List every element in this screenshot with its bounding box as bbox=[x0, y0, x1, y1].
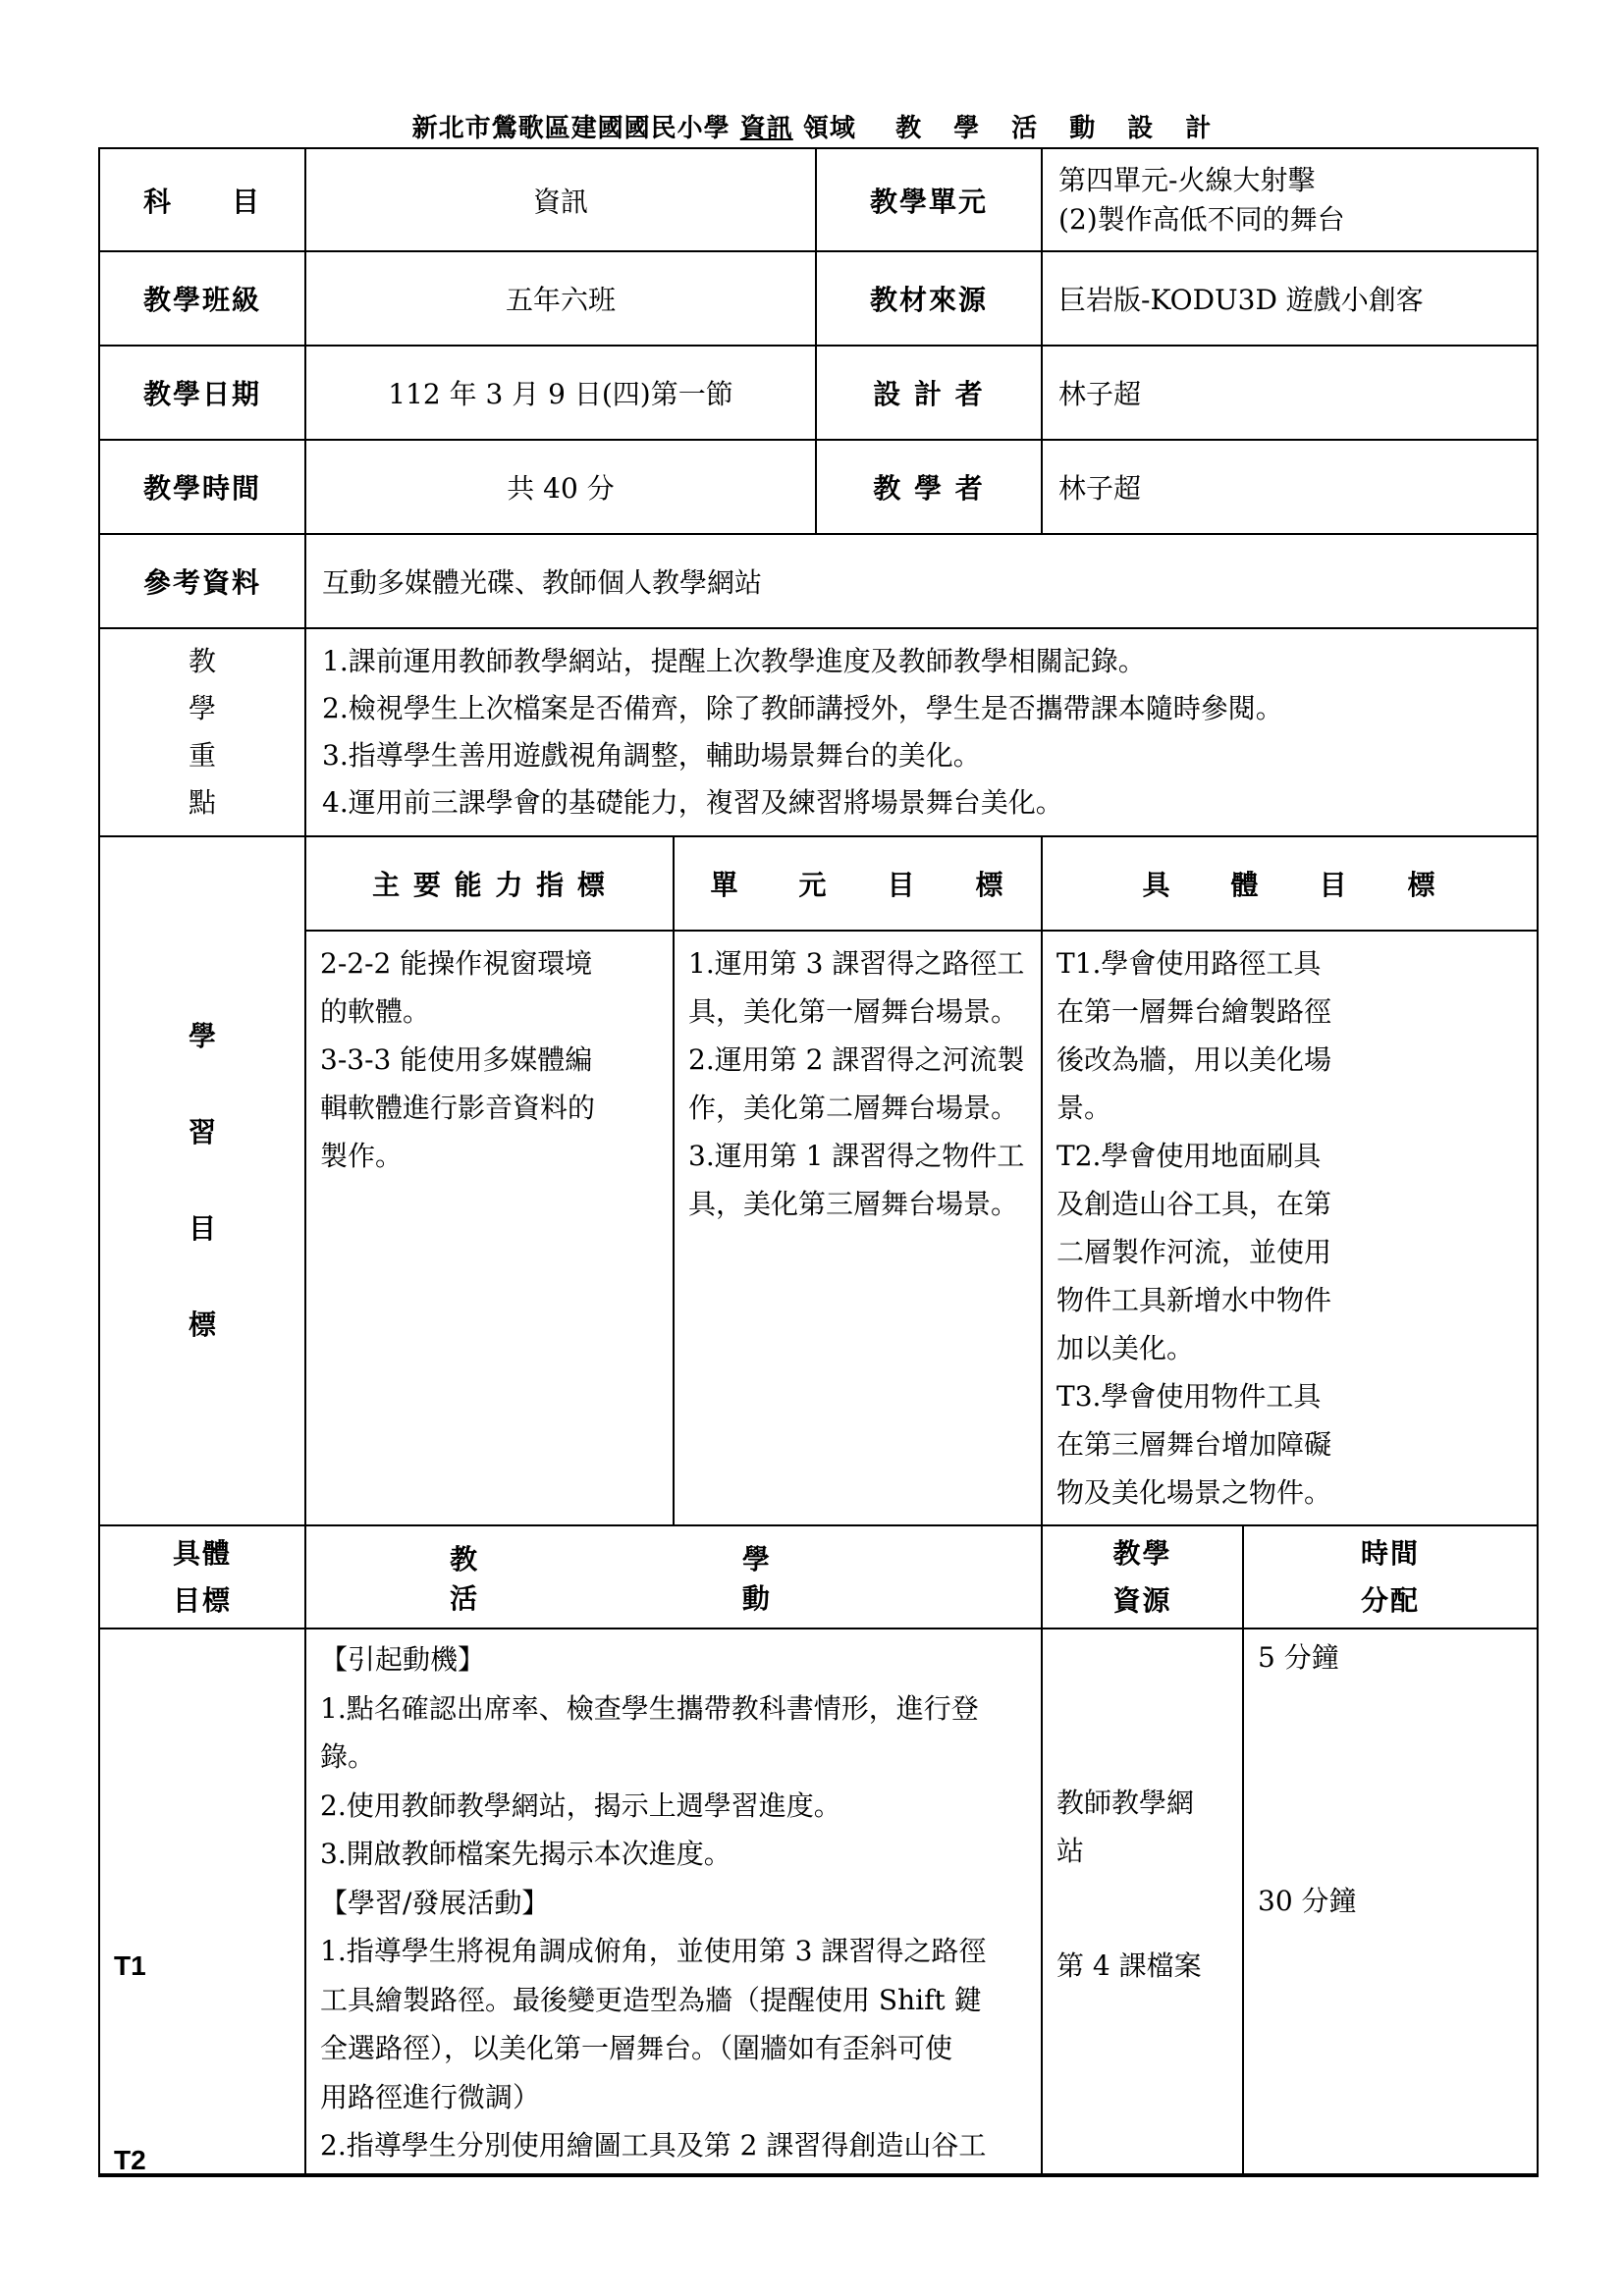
unit-value-line-1: 第四單元-火線大射擊 bbox=[1058, 163, 1316, 196]
resource-line: 教師教學網 bbox=[1056, 1787, 1195, 1819]
resource-header bbox=[1042, 1525, 1243, 1629]
specific-goal-header: 具 體 目 標 bbox=[1042, 836, 1538, 931]
activity-line: 【引起動機】 bbox=[320, 1643, 486, 1676]
unit-goal-content bbox=[674, 931, 1042, 1525]
unit-value bbox=[1042, 148, 1538, 251]
activity-line: 1.指導學生將視角調成俯角，並使用第 3 課習得之路徑 bbox=[320, 1935, 987, 1967]
time-alloc-cell bbox=[1243, 1629, 1538, 2175]
focus-label-char: 重 bbox=[188, 739, 216, 772]
unit-goal-line: 具，美化第三層舞台場景。 bbox=[688, 1188, 1019, 1220]
activity-line: 全選路徑），以美化第一層舞台。（圍牆如有歪斜可使 bbox=[320, 2032, 953, 2064]
unit-label: 教學單元 bbox=[816, 148, 1042, 251]
row-activities-header bbox=[99, 1525, 1538, 1629]
teacher-label: 教 學 者 bbox=[816, 440, 1042, 534]
time-label: 教學時間 bbox=[99, 440, 305, 534]
unit-value-line-2: (2)製作高低不同的舞台 bbox=[1058, 202, 1345, 236]
subject-label: 科 目 bbox=[99, 148, 305, 251]
reference-value: 互動多媒體光碟、教師個人教學網站 bbox=[305, 534, 1538, 628]
row-goals-header bbox=[99, 836, 1538, 931]
resource-line: 站 bbox=[1056, 1835, 1085, 1867]
time-alloc-header-line: 分配 bbox=[1361, 1583, 1421, 1617]
specific-goal-line: 在第三層舞台增加障礙 bbox=[1056, 1428, 1332, 1461]
source-value: 巨岩版-KODU3D 遊戲小創客 bbox=[1042, 251, 1538, 346]
ability-line: 3-3-3 能使用多媒體編 bbox=[320, 1043, 593, 1076]
page-title bbox=[98, 108, 1537, 144]
activity-line: 2.使用教師教學網站，揭示上週學習進度。 bbox=[320, 1789, 841, 1822]
activity-header-text: 教 學 活 動 bbox=[450, 1542, 897, 1615]
activity-header bbox=[305, 1525, 1042, 1629]
lesson-plan-table bbox=[98, 147, 1539, 2177]
specific-goal-line: 物及美化場景之物件。 bbox=[1056, 1476, 1332, 1509]
activity-content bbox=[305, 1629, 1042, 2175]
unit-goal-line: 1.運用第 3 課習得之路徑工 bbox=[688, 947, 1025, 980]
goals-label-char: 習 bbox=[188, 1116, 216, 1148]
specific-goal-line: 二層製作河流，並使用 bbox=[1056, 1236, 1332, 1268]
date-value: 112 年 3 月 9 日(四)第一節 bbox=[305, 346, 816, 440]
activity-line: 1.點名確認出席率、檢查學生攜帶教科書情形，進行登 bbox=[320, 1691, 979, 1725]
ability-indicator-content bbox=[305, 931, 674, 1525]
reference-label: 參考資料 bbox=[99, 534, 305, 628]
activity-line: 2.指導學生分別使用繪圖工具及第 2 課習得創造山谷工 bbox=[320, 2129, 987, 2162]
row-focus bbox=[99, 628, 1538, 836]
focus-label bbox=[99, 628, 305, 836]
row-subject bbox=[99, 148, 1538, 251]
ability-line: 輯軟體進行影音資料的 bbox=[320, 1092, 596, 1124]
focus-content bbox=[305, 628, 1538, 836]
target-header bbox=[99, 1525, 305, 1629]
target-header-line: 目標 bbox=[172, 1583, 232, 1617]
designer-label: 設 計 者 bbox=[816, 346, 1042, 440]
source-label: 教材來源 bbox=[816, 251, 1042, 346]
time-alloc-line: 30 分鐘 bbox=[1258, 1885, 1357, 1917]
unit-goal-line: 具，美化第一層舞台場景。 bbox=[688, 995, 1019, 1028]
target-t1: T1 bbox=[114, 1950, 146, 1981]
ability-line: 2-2-2 能操作視窗環境 bbox=[320, 947, 593, 980]
row-activities-content bbox=[99, 1629, 1538, 2175]
time-alloc-header bbox=[1243, 1525, 1538, 1629]
class-value: 五年六班 bbox=[305, 251, 816, 346]
domain-word: 領域 bbox=[802, 114, 856, 143]
focus-item: 4.運用前三課學會的基礎能力，複習及練習將場景舞台美化。 bbox=[322, 786, 1063, 819]
goals-label bbox=[99, 836, 305, 1525]
resource-header-line: 資源 bbox=[1112, 1583, 1172, 1617]
activity-line: 用路徑進行微調） bbox=[320, 2080, 541, 2113]
date-label: 教學日期 bbox=[99, 346, 305, 440]
focus-label-char: 教 bbox=[188, 645, 216, 677]
specific-goal-content bbox=[1042, 931, 1538, 1525]
unit-goal-line: 2.運用第 2 課習得之河流製 bbox=[688, 1043, 1025, 1076]
specific-goal-line: 加以美化。 bbox=[1056, 1332, 1195, 1364]
subject-underlined: 資訊 bbox=[739, 114, 793, 143]
school-name: 新北市鶯歌區建國國民小學 bbox=[411, 114, 731, 143]
ability-indicator-header: 主 要 能 力 指 標 bbox=[305, 836, 674, 931]
design-title: 教 學 活 動 設 計 bbox=[895, 114, 1223, 143]
specific-goal-line: 在第一層舞台繪製路徑 bbox=[1056, 995, 1332, 1028]
goals-label-char: 學 bbox=[188, 1020, 216, 1052]
specific-goal-line: 景。 bbox=[1056, 1092, 1112, 1124]
row-time bbox=[99, 440, 1538, 534]
target-header-line: 具體 bbox=[172, 1536, 232, 1570]
goals-label-char: 標 bbox=[188, 1308, 216, 1341]
time-alloc-header-line: 時間 bbox=[1361, 1536, 1421, 1570]
specific-goal-line: T2.學會使用地面刷具 bbox=[1056, 1140, 1322, 1172]
focus-item: 1.課前運用教師教學網站，提醒上次教學進度及教師教學相關記錄。 bbox=[322, 645, 1146, 677]
time-value: 共 40 分 bbox=[305, 440, 816, 534]
target-cell bbox=[99, 1629, 305, 2175]
activity-line: 【學習/發展活動】 bbox=[320, 1886, 550, 1919]
specific-goal-line: 及創造山谷工具，在第 bbox=[1056, 1188, 1332, 1220]
activity-line: 3.開啟教師檔案先揭示本次進度。 bbox=[320, 1838, 731, 1870]
subject-value: 資訊 bbox=[305, 148, 816, 251]
unit-goal-line: 作，美化第二層舞台場景。 bbox=[688, 1092, 1019, 1124]
specific-goal-line: 後改為牆，用以美化場 bbox=[1056, 1043, 1332, 1076]
row-class bbox=[99, 251, 1538, 346]
resource-line: 第 4 課檔案 bbox=[1056, 1949, 1202, 1982]
focus-label-char: 學 bbox=[188, 692, 216, 724]
activity-line: 工具繪製路徑。最後變更造型為牆（提醒使用 Shift 鍵 bbox=[320, 1983, 982, 2016]
class-label: 教學班級 bbox=[99, 251, 305, 346]
row-date bbox=[99, 346, 1538, 440]
ability-line: 製作。 bbox=[320, 1140, 404, 1172]
row-goals-content bbox=[99, 931, 1538, 1525]
resource-header-line: 教學 bbox=[1112, 1536, 1172, 1570]
unit-goal-header: 單 元 目 標 bbox=[674, 836, 1042, 931]
resource-cell bbox=[1042, 1629, 1243, 2175]
goals-label-char: 目 bbox=[188, 1212, 216, 1245]
ability-line: 的軟體。 bbox=[320, 995, 431, 1028]
specific-goal-line: 物件工具新增水中物件 bbox=[1056, 1284, 1332, 1316]
teacher-value: 林子超 bbox=[1042, 440, 1538, 534]
focus-label-char: 點 bbox=[188, 786, 216, 819]
unit-goal-line: 3.運用第 1 課習得之物件工 bbox=[688, 1140, 1025, 1172]
focus-item: 2.檢視學生上次檔案是否備齊，除了教師講授外，學生是否攜帶課本隨時參閱。 bbox=[322, 692, 1283, 724]
row-reference bbox=[99, 534, 1538, 628]
target-t2: T2 bbox=[114, 2145, 146, 2175]
specific-goal-line: T3.學會使用物件工具 bbox=[1056, 1380, 1322, 1413]
activity-line: 錄。 bbox=[320, 1740, 376, 1773]
designer-value: 林子超 bbox=[1042, 346, 1538, 440]
specific-goal-line: T1.學會使用路徑工具 bbox=[1056, 947, 1322, 980]
focus-item: 3.指導學生善用遊戲視角調整，輔助場景舞台的美化。 bbox=[322, 739, 981, 772]
time-alloc-line: 5 分鐘 bbox=[1258, 1641, 1339, 1674]
